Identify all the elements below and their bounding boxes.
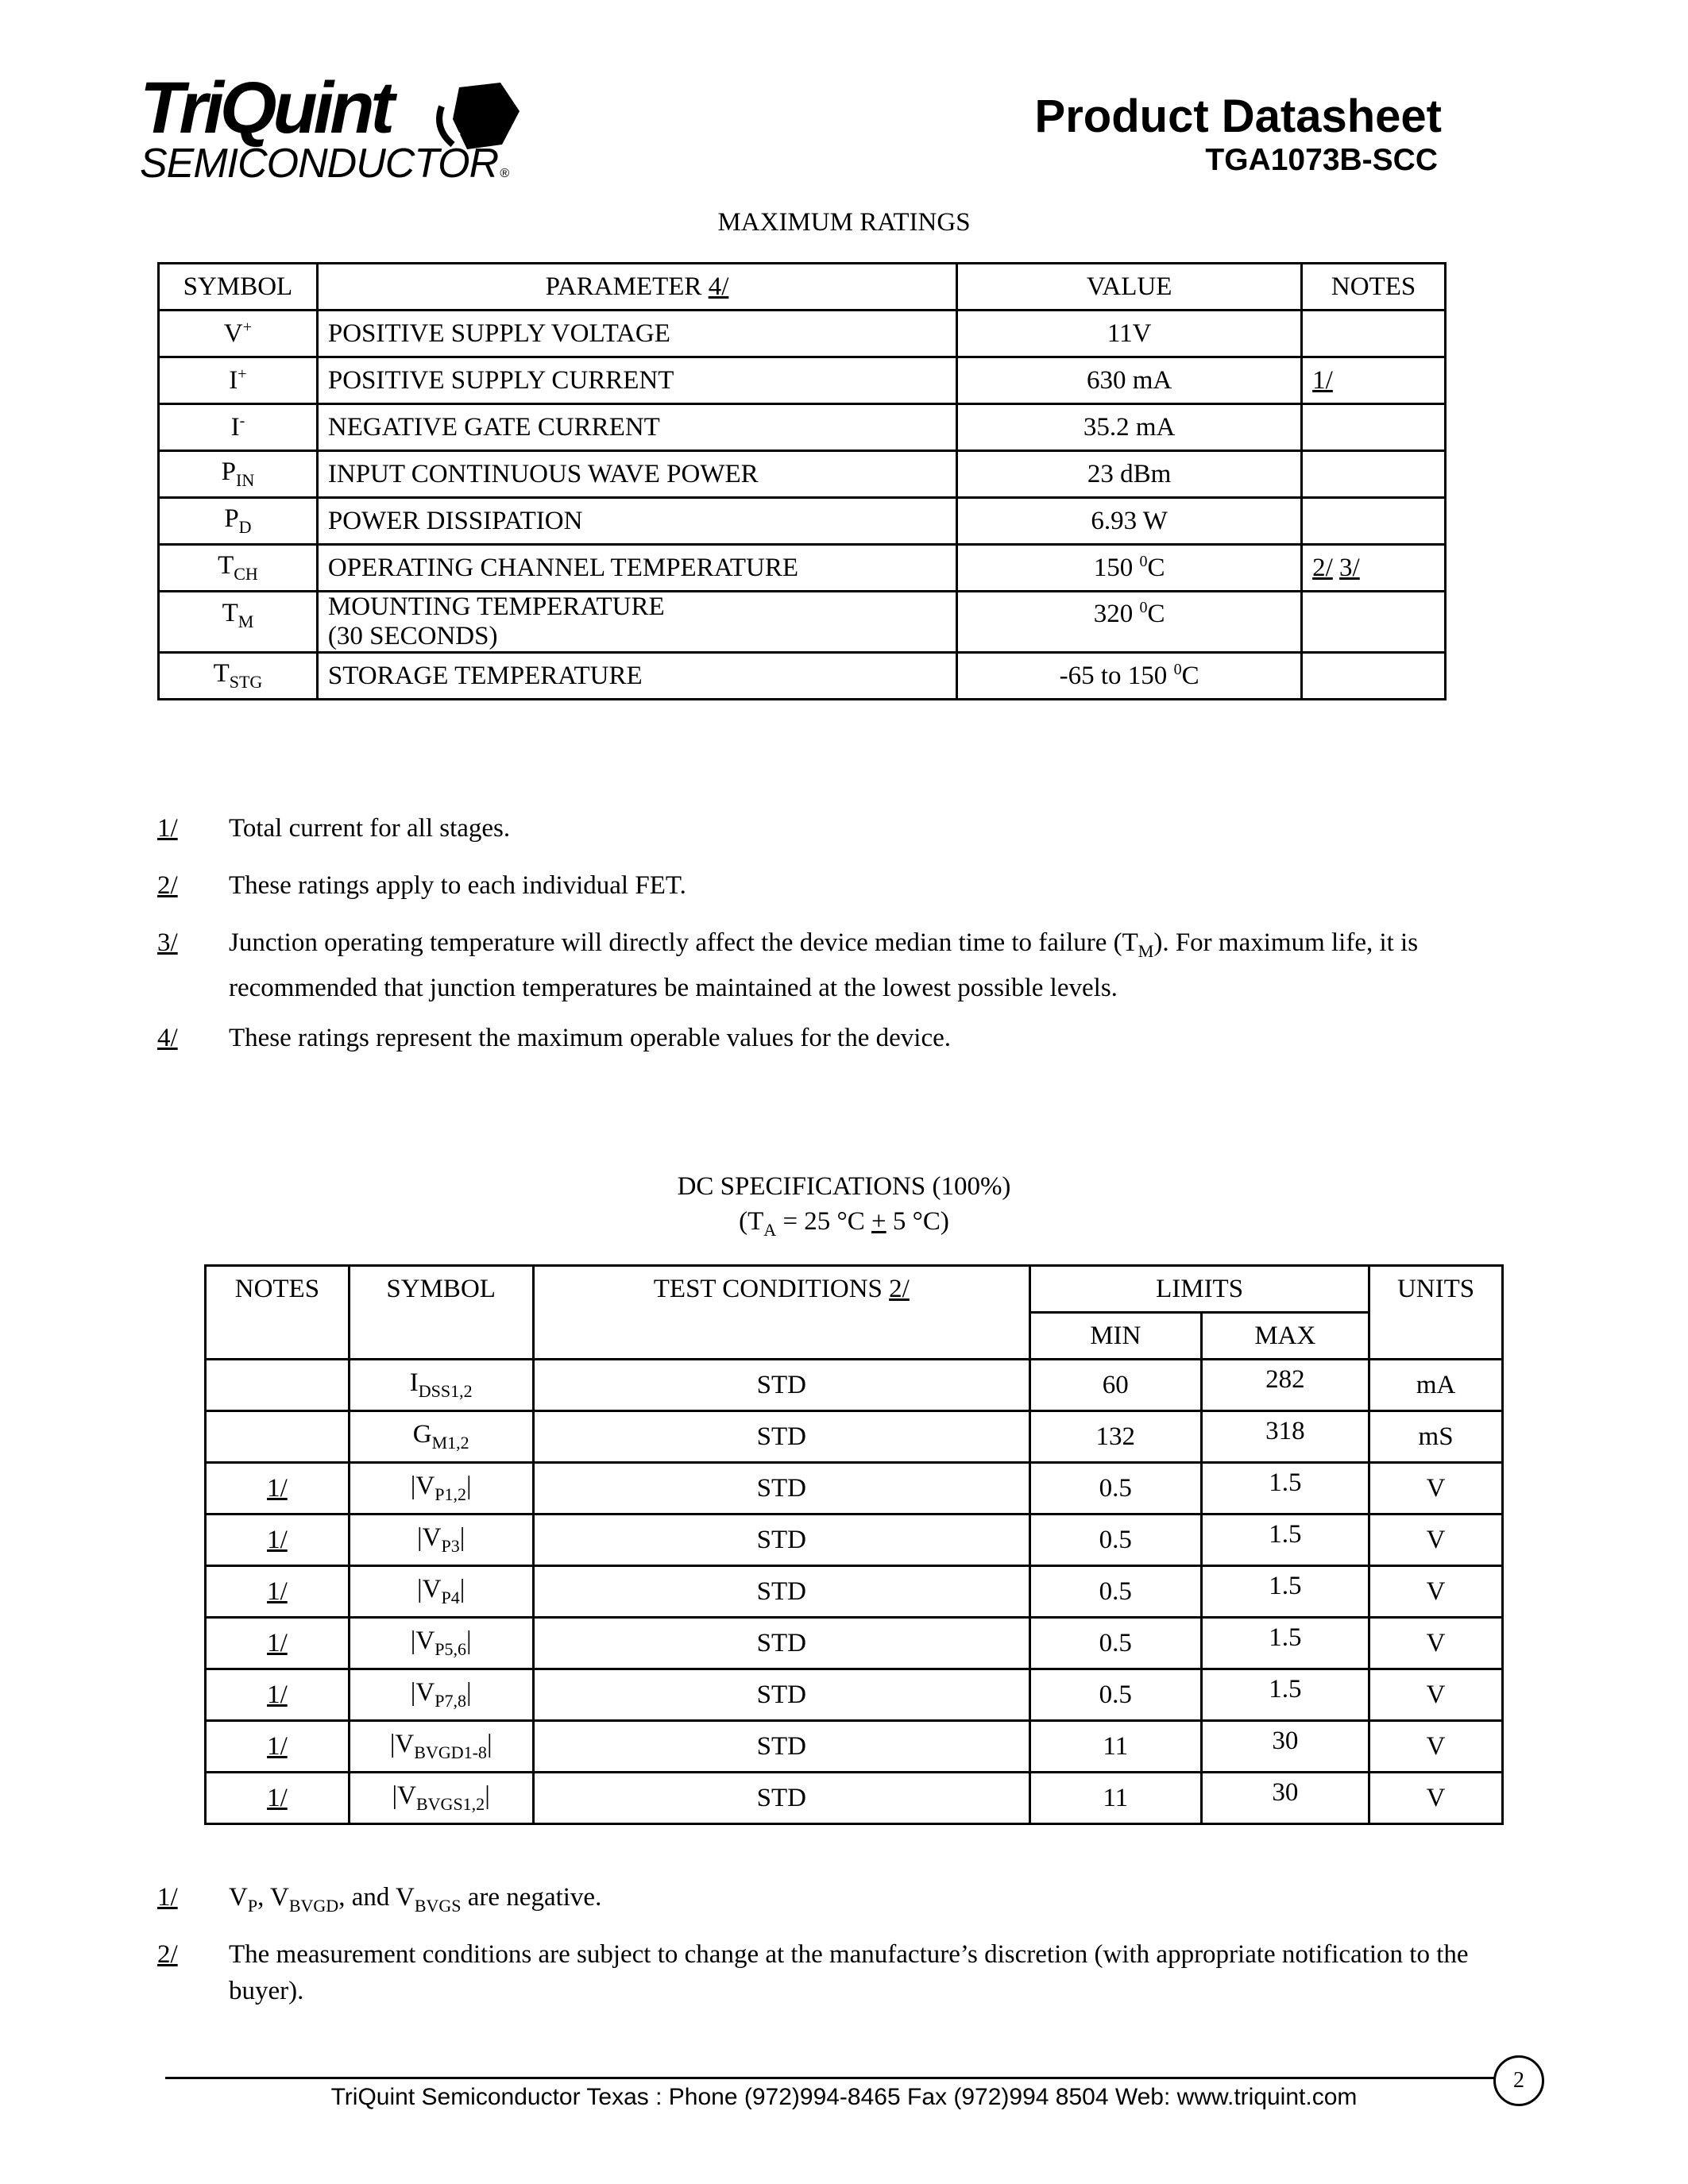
max-ratings-row [159, 311, 1446, 357]
parameter-cell: POWER DISSIPATION [317, 498, 956, 545]
notes-cell [1302, 404, 1446, 451]
max-ratings-table [157, 262, 1447, 700]
unit-cell: V [1369, 1566, 1503, 1618]
test-cell: STD [533, 1360, 1029, 1411]
value-cell: 35.2 mA [957, 404, 1302, 451]
min-cell: 0.5 [1030, 1669, 1202, 1721]
dc-spec-row [206, 1566, 1503, 1618]
notes-cell [1302, 592, 1446, 653]
dc-spec-row [206, 1411, 1503, 1463]
value-cell: -65 to 150 $^0$C [957, 653, 1302, 700]
footnote: 1/ $V_P$, $V_{BVGD}$, and $V_{BVGS}$ are negative. [157, 1883, 602, 1916]
max-cell: 282 [1201, 1360, 1369, 1411]
unit-cell: V [1369, 1515, 1503, 1566]
header-limits: LIMITS [1030, 1266, 1369, 1313]
symbol-cell: $|V_{P3}|$ [349, 1515, 533, 1566]
symbol-cell: V+ [159, 311, 318, 357]
parameter-cell: NEGATIVE GATE CURRENT [317, 404, 956, 451]
min-cell: 0.5 [1030, 1463, 1202, 1515]
note-cell [206, 1411, 350, 1463]
test-cell: STD [533, 1773, 1029, 1824]
max-cell: 318 [1201, 1411, 1369, 1463]
value-cell: 320 $^0$C [957, 592, 1302, 653]
symbol-cell: $I_{DSS1,2}$ [349, 1360, 533, 1411]
value-cell: 630 mA [957, 357, 1302, 404]
max-ratings-header-row [159, 264, 1446, 311]
header-value: VALUE [957, 264, 1302, 311]
max-cell: 1.5 [1201, 1566, 1369, 1618]
min-cell: 0.5 [1030, 1515, 1202, 1566]
notes-cell [1302, 311, 1446, 357]
notes-cell: 1/ [1302, 357, 1446, 404]
max-ratings-row [159, 404, 1446, 451]
notes-cell [1302, 451, 1446, 498]
header-notes: NOTES [1302, 264, 1446, 311]
datasheet-title: Product Datasheet [1034, 91, 1442, 142]
footnote: 2/ These ratings apply to each individual FET. [157, 871, 686, 900]
part-number: TGA1073B-SCC [1205, 143, 1438, 177]
dc-spec-row [206, 1669, 1503, 1721]
header-notes: NOTES [206, 1266, 350, 1360]
footnote: 1/ Total current for all stages. [157, 814, 511, 843]
symbol-cell: $P_{IN}$ [159, 451, 318, 498]
symbol-cell: $T_{STG}$ [159, 653, 318, 700]
note-cell: 1/ [206, 1773, 350, 1824]
min-cell: 11 [1030, 1721, 1202, 1773]
max-ratings-row [159, 545, 1446, 592]
symbol-cell: $T_M$ [159, 592, 318, 653]
footer-divider [165, 2077, 1520, 2079]
min-cell: 11 [1030, 1773, 1202, 1824]
dc-spec-row [206, 1773, 1503, 1824]
unit-cell: mS [1369, 1411, 1503, 1463]
notes-cell [1302, 653, 1446, 700]
footnote: 4/ These ratings represent the maximum operable values for the device. [157, 1024, 951, 1052]
header-test-conditions: TEST CONDITIONS 2/ [533, 1266, 1029, 1360]
notes-cell [1302, 498, 1446, 545]
dc-spec-row [206, 1360, 1503, 1411]
parameter-cell: INPUT CONTINUOUS WAVE POWER [317, 451, 956, 498]
header-symbol: SYMBOL [349, 1266, 533, 1360]
page-number: 2 [1493, 2055, 1544, 2106]
parameter-cell: STORAGE TEMPERATURE [317, 653, 956, 700]
symbol-cell: $P_D$ [159, 498, 318, 545]
symbol-cell: $|V_{P5,6}|$ [349, 1618, 533, 1669]
footnote: 3/ Junction operating temperature will directly affect the device median time to failure $(T_M)$. For maximum life, it is recommended that junction temperatures be maintained at the lowest possible levels. [157, 928, 1419, 1002]
dc-header-row-1 [206, 1266, 1503, 1313]
test-cell: STD [533, 1411, 1029, 1463]
symbol-cell: $|V_{P1,2}|$ [349, 1463, 533, 1515]
footnote: 2/ The measurement conditions are subject to change at the manufacture’s discretion (with appropriate notification to the buyer). [157, 1940, 1469, 2005]
min-cell: 0.5 [1030, 1618, 1202, 1669]
max-cell: 1.5 [1201, 1618, 1369, 1669]
header-units: UNITS [1369, 1266, 1503, 1360]
note-cell: 1/ [206, 1515, 350, 1566]
dc-specs-caption: DC SPECIFICATIONS (100%) [677, 1172, 1011, 1201]
test-cell: STD [533, 1463, 1029, 1515]
test-cell: STD [533, 1618, 1029, 1669]
max-ratings-row [159, 451, 1446, 498]
parameter-cell: POSITIVE SUPPLY VOLTAGE [317, 311, 956, 357]
footer-contact: TriQuint Semiconductor Texas : Phone (972)994-8465 Fax (972)994 8504 Web: www.triquint.com [330, 2084, 1358, 2110]
parameter-cell: MOUNTING TEMPERATURE (30 SECONDS) [317, 592, 956, 653]
max-ratings-row [159, 653, 1446, 700]
value-cell: 11V [957, 311, 1302, 357]
min-cell: 60 [1030, 1360, 1202, 1411]
min-cell: 0.5 [1030, 1566, 1202, 1618]
max-ratings-row [159, 357, 1446, 404]
dc-spec-row [206, 1463, 1503, 1515]
header-parameter: PARAMETER 4/ [317, 264, 956, 311]
header-symbol: SYMBOL [159, 264, 318, 311]
symbol-cell: $|V_{P7,8}|$ [349, 1669, 533, 1721]
unit-cell: V [1369, 1773, 1503, 1824]
dc-specs-conditions: ($T_A = 25$ °C + 5 °C) [739, 1207, 949, 1240]
symbol-cell: $T_{CH}$ [159, 545, 318, 592]
dc-spec-row [206, 1721, 1503, 1773]
dc-spec-row [206, 1618, 1503, 1669]
value-cell: 23 dBm [957, 451, 1302, 498]
test-cell: STD [533, 1669, 1029, 1721]
unit-cell: V [1369, 1669, 1503, 1721]
max-cell: 1.5 [1201, 1515, 1369, 1566]
note-cell: 1/ [206, 1463, 350, 1515]
max-ratings-caption: MAXIMUM RATINGS [717, 208, 971, 237]
max-cell: 1.5 [1201, 1669, 1369, 1721]
max-ratings-row [159, 592, 1446, 653]
unit-cell: V [1369, 1721, 1503, 1773]
value-cell: 150 $^0$C [957, 545, 1302, 592]
max-cell: 30 [1201, 1773, 1369, 1824]
company-logo-subtitle: SEMICONDUCTOR ® [140, 141, 508, 187]
parameter-cell: OPERATING CHANNEL TEMPERATURE [317, 545, 956, 592]
min-cell: 132 [1030, 1411, 1202, 1463]
dc-specs-table [204, 1264, 1504, 1825]
note-cell: 1/ [206, 1566, 350, 1618]
dc-spec-row [206, 1515, 1503, 1566]
value-cell: 6.93 W [957, 498, 1302, 545]
symbol-cell: $|V_{BVGD1-8}|$ [349, 1721, 533, 1773]
note-cell [206, 1360, 350, 1411]
note-cell: 1/ [206, 1669, 350, 1721]
company-logo-text: TriQuint [140, 68, 392, 149]
max-cell: 30 [1201, 1721, 1369, 1773]
unit-cell: mA [1369, 1360, 1503, 1411]
header-max: MAX [1201, 1313, 1369, 1360]
symbol-cell: I- [159, 404, 318, 451]
symbol-cell: $G_{M1,2}$ [349, 1411, 533, 1463]
test-cell: STD [533, 1721, 1029, 1773]
symbol-cell: $|V_{BVGS1,2}|$ [349, 1773, 533, 1824]
notes-cell: 2/ 3/ [1302, 545, 1446, 592]
header-min: MIN [1030, 1313, 1202, 1360]
test-cell: STD [533, 1515, 1029, 1566]
note-cell: 1/ [206, 1721, 350, 1773]
test-cell: STD [533, 1566, 1029, 1618]
symbol-cell: I+ [159, 357, 318, 404]
symbol-cell: $|V_{P4}|$ [349, 1566, 533, 1618]
unit-cell: V [1369, 1618, 1503, 1669]
unit-cell: V [1369, 1463, 1503, 1515]
parameter-cell: POSITIVE SUPPLY CURRENT [317, 357, 956, 404]
note-cell: 1/ [206, 1618, 350, 1669]
max-cell: 1.5 [1201, 1463, 1369, 1515]
max-ratings-row [159, 498, 1446, 545]
